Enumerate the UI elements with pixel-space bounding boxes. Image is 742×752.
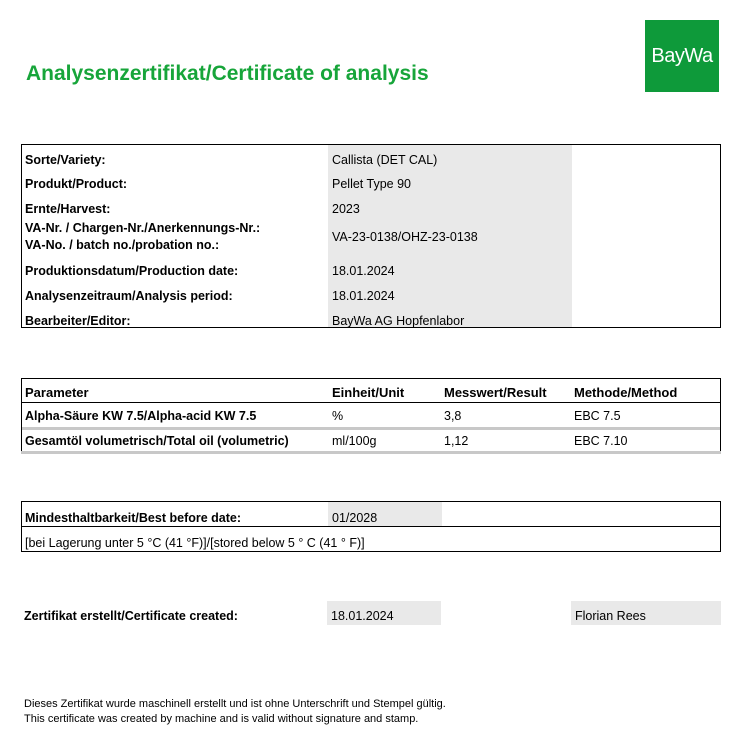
info-table — [21, 144, 721, 328]
production-date-value: 18.01.2024 — [332, 264, 395, 278]
best-before-box — [21, 501, 721, 552]
table-row-alpha-method: EBC 7.5 — [574, 409, 621, 423]
table-row-alpha-result: 3,8 — [444, 409, 462, 423]
column-header-result: Messwert/Result — [444, 385, 547, 400]
column-header-parameter: Parameter — [25, 385, 89, 400]
table-row-alpha-unit: % — [332, 409, 344, 423]
footer-note-german: Dieses Zertifikat wurde maschinell erstellt und ist ohne Unterschrift und Stempel gültig. — [24, 698, 446, 710]
storage-note: [bei Lagerung unter 5 °C (41 °F)]/[stored below 5 ° C (41 ° F)] — [25, 536, 365, 550]
table-row-alpha-parameter: Alpha-Säure KW 7.5/Alpha-acid KW 7.5 — [25, 409, 257, 423]
logo-text: BayWa — [651, 44, 713, 67]
analysis-period-value: 18.01.2024 — [332, 289, 395, 303]
row-divider-bottom — [21, 451, 721, 454]
table-row-oil-unit: ml/100g — [332, 434, 377, 448]
product-value: Pellet Type 90 — [332, 177, 411, 191]
baywa-logo — [645, 20, 719, 92]
analysis-period-label: Analysenzeitraum/Analysis period: — [25, 289, 233, 303]
footer-note-english: This certificate was created by machine and is valid without signature and stamp. — [24, 713, 419, 725]
certificate-signer: Florian Rees — [575, 609, 646, 623]
table-row-oil-result: 1,12 — [444, 434, 469, 448]
product-label: Produkt/Product: — [25, 177, 128, 191]
harvest-label: Ernte/Harvest: — [25, 202, 111, 216]
best-before-divider — [22, 526, 720, 527]
harvest-value: 2023 — [332, 202, 360, 216]
page-title: Analysenzertifikat/Certificate of analysis — [26, 62, 429, 85]
certificate-created-date: 18.01.2024 — [331, 609, 394, 623]
variety-label: Sorte/Variety: — [25, 153, 106, 167]
va-number-label-de: VA-Nr. / Chargen-Nr./Anerkennungs-Nr.: — [25, 221, 261, 235]
best-before-value: 01/2028 — [332, 511, 378, 525]
column-header-unit: Einheit/Unit — [332, 385, 405, 400]
editor-label: Bearbeiter/Editor: — [25, 314, 131, 328]
best-before-label: Mindesthaltbarkeit/Best before date: — [25, 511, 242, 525]
variety-value: Callista (DET CAL) — [332, 153, 438, 167]
header-divider — [22, 402, 720, 403]
table-row-oil-method: EBC 7.10 — [574, 434, 628, 448]
va-number-label-en: VA-No. / batch no./probation no.: — [25, 238, 220, 252]
certificate-created-label: Zertifikat erstellt/Certificate created: — [24, 609, 238, 623]
row-divider — [22, 427, 720, 430]
va-number-value: VA-23-0138/OHZ-23-0138 — [332, 230, 478, 244]
column-header-method: Methode/Method — [574, 385, 678, 400]
table-row-oil-parameter: Gesamtöl volumetrisch/Total oil (volumetric) — [25, 434, 289, 448]
editor-value: BayWa AG Hopfenlabor — [332, 314, 465, 328]
production-date-label: Produktionsdatum/Production date: — [25, 264, 239, 278]
results-table — [21, 378, 721, 453]
